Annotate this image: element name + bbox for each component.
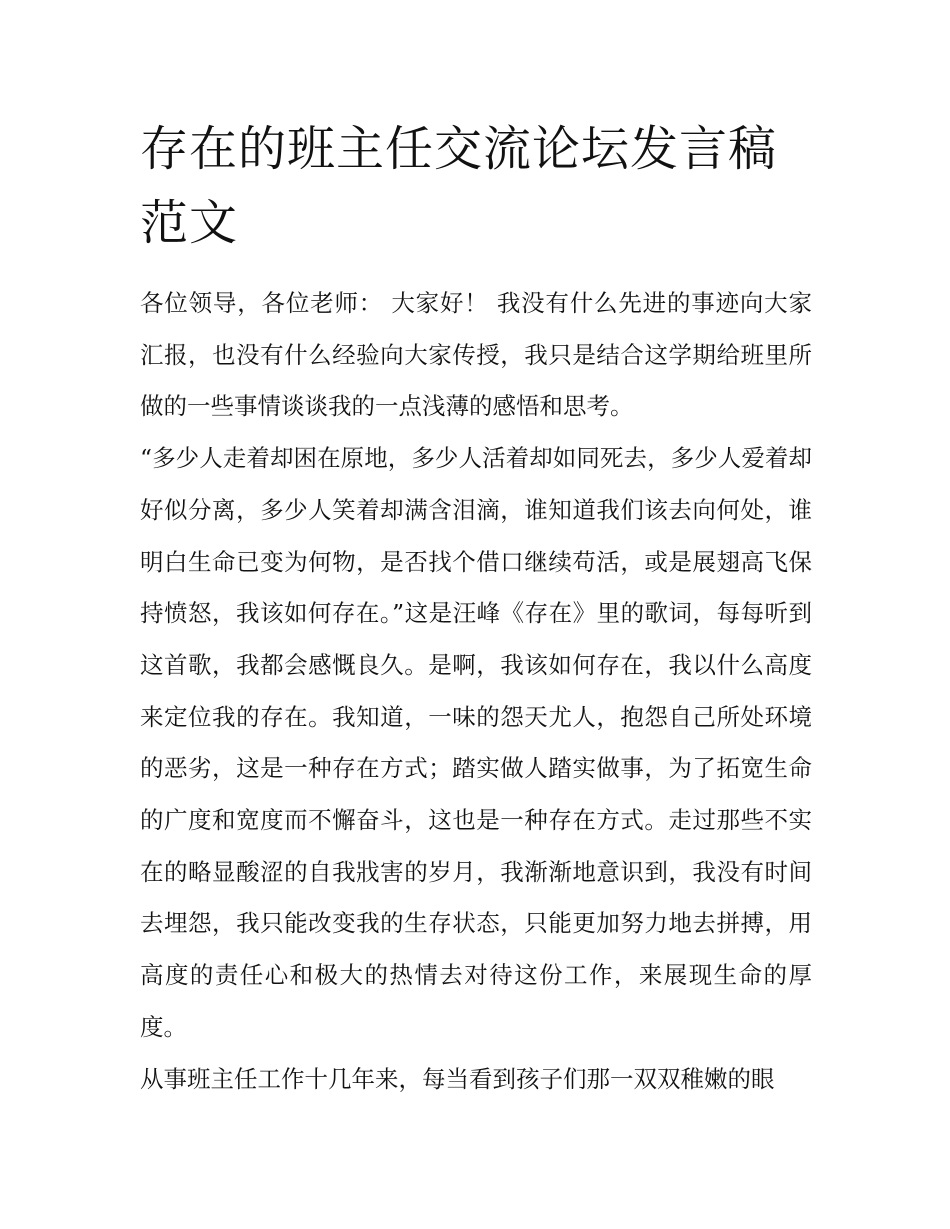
- document-body: [140, 278, 812, 1105]
- paragraph-greeting: 各位领导，各位老师： 大家好！ 我没有什么先进的事迹向大家汇报，也没有什么经验向大家传授，我只是结合这学期给班里所做的一些事情谈谈我的一点浅薄的感悟和思考。: [140, 289, 812, 421]
- paragraph-experience: 从事班主任工作十几年来，每当看到孩子们那一双双稚嫩的眼: [140, 1064, 775, 1093]
- document-title: 存在的班主任交流论坛发言稿范文: [140, 121, 778, 251]
- paragraph-lyrics-reflection: “多少人走着却困在原地，多少人活着却如同死去，多少人爱着却好似分离，多少人笑着却满含泪滴，谁知道我们该去向何处，谁明白生命已变为何物，是否找个借口继续苟活，或是展翅高飞保持愤怒，我该如何存在。”这是汪峰《存在》里的歌词，每每听到这首歌，我都会感慨良久。是啊，我该如何存在，我以什么高度来定位我的存在。我知道，一味的怨天尤人，抱怨自己所处环境的恶劣，这是一种存在方式；踏实做人踏实做事，为了拓宽生命的广度和宽度而不懈奋斗，这也是一种存在方式。走过那些不实在的略显酸涩的自我戕害的岁月，我渐渐地意识到，我没有时间去埋怨，我只能改变我的生存状态，只能更加努力地去拼搏，用高度的责任心和极大的热情去对待这份工作，来展现生命的厚度。: [140, 444, 812, 1041]
